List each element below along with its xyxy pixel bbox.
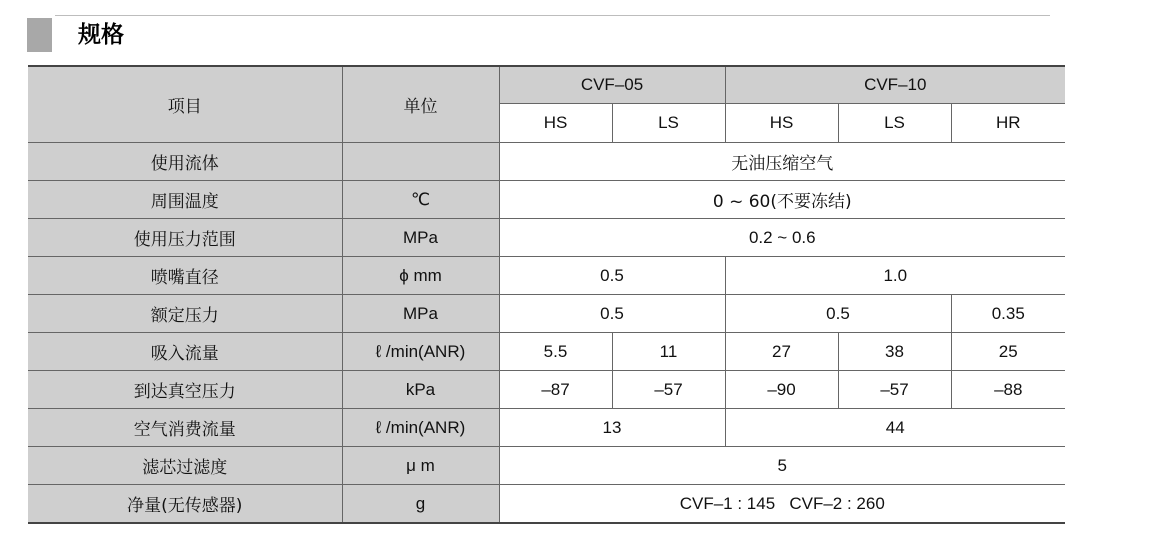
table-row bbox=[28, 333, 1065, 371]
row-label: 滤芯过滤度 bbox=[28, 447, 342, 485]
row-value: 11 bbox=[612, 333, 725, 371]
row-label: 净量(无传感器) bbox=[28, 485, 342, 524]
row-value: 1.0 bbox=[725, 257, 1065, 295]
table-row bbox=[28, 485, 1065, 524]
row-value: 0.2 ~ 0.6 bbox=[499, 219, 1065, 257]
header-subtype: HS bbox=[725, 104, 838, 143]
table-row bbox=[28, 181, 1065, 219]
header-subtype: HS bbox=[499, 104, 612, 143]
section-title-marker bbox=[27, 18, 52, 52]
row-value: 0.5 bbox=[499, 257, 725, 295]
row-value: –90 bbox=[725, 371, 838, 409]
row-unit: MPa bbox=[342, 295, 499, 333]
table-row bbox=[28, 447, 1065, 485]
header-unit: 单位 bbox=[342, 66, 499, 143]
row-value: 25 bbox=[951, 333, 1065, 371]
row-value: –87 bbox=[499, 371, 612, 409]
row-label: 额定压力 bbox=[28, 295, 342, 333]
row-value: 27 bbox=[725, 333, 838, 371]
header-subtype: HR bbox=[951, 104, 1065, 143]
header-subtype: LS bbox=[838, 104, 951, 143]
section-title: 规格 bbox=[78, 22, 124, 48]
row-value: –88 bbox=[951, 371, 1065, 409]
row-unit: kPa bbox=[342, 371, 499, 409]
row-unit: g bbox=[342, 485, 499, 524]
row-value: –57 bbox=[612, 371, 725, 409]
row-value: 无油压缩空气 bbox=[499, 143, 1065, 181]
row-value: CVF–1 : 145 CVF–2 : 260 bbox=[499, 485, 1065, 524]
row-unit: ℓ /min(ANR) bbox=[342, 333, 499, 371]
row-value: –57 bbox=[838, 371, 951, 409]
row-value: 0 ~ 60(不要冻结) bbox=[499, 181, 1065, 219]
row-value: 0.5 bbox=[725, 295, 951, 333]
table-row bbox=[28, 409, 1065, 447]
header-subtype: LS bbox=[612, 104, 725, 143]
row-label: 到达真空压力 bbox=[28, 371, 342, 409]
row-unit: MPa bbox=[342, 219, 499, 257]
row-label: 空气消费流量 bbox=[28, 409, 342, 447]
row-value: 5 bbox=[499, 447, 1065, 485]
row-label: 周围温度 bbox=[28, 181, 342, 219]
table-row bbox=[28, 295, 1065, 333]
row-label: 吸入流量 bbox=[28, 333, 342, 371]
header-group-cvf05: CVF–05 bbox=[499, 66, 725, 104]
row-unit: ϕ mm bbox=[342, 257, 499, 295]
table-row bbox=[28, 143, 1065, 181]
table-row bbox=[28, 371, 1065, 409]
table-header-row bbox=[28, 66, 1065, 104]
spec-table bbox=[28, 65, 1065, 524]
row-value: 38 bbox=[838, 333, 951, 371]
row-value: 0.5 bbox=[499, 295, 725, 333]
row-value: 13 bbox=[499, 409, 725, 447]
header-group-cvf10: CVF–10 bbox=[725, 66, 1065, 104]
row-unit bbox=[342, 143, 499, 181]
row-label: 喷嘴直径 bbox=[28, 257, 342, 295]
row-value: 44 bbox=[725, 409, 1065, 447]
top-rule bbox=[55, 15, 1050, 16]
row-unit: μ m bbox=[342, 447, 499, 485]
row-value: 0.35 bbox=[951, 295, 1065, 333]
table-row bbox=[28, 219, 1065, 257]
row-value: 5.5 bbox=[499, 333, 612, 371]
table-row bbox=[28, 257, 1065, 295]
row-unit: ℃ bbox=[342, 181, 499, 219]
header-item: 项目 bbox=[28, 66, 342, 143]
row-unit: ℓ /min(ANR) bbox=[342, 409, 499, 447]
row-label: 使用压力范围 bbox=[28, 219, 342, 257]
row-label: 使用流体 bbox=[28, 143, 342, 181]
